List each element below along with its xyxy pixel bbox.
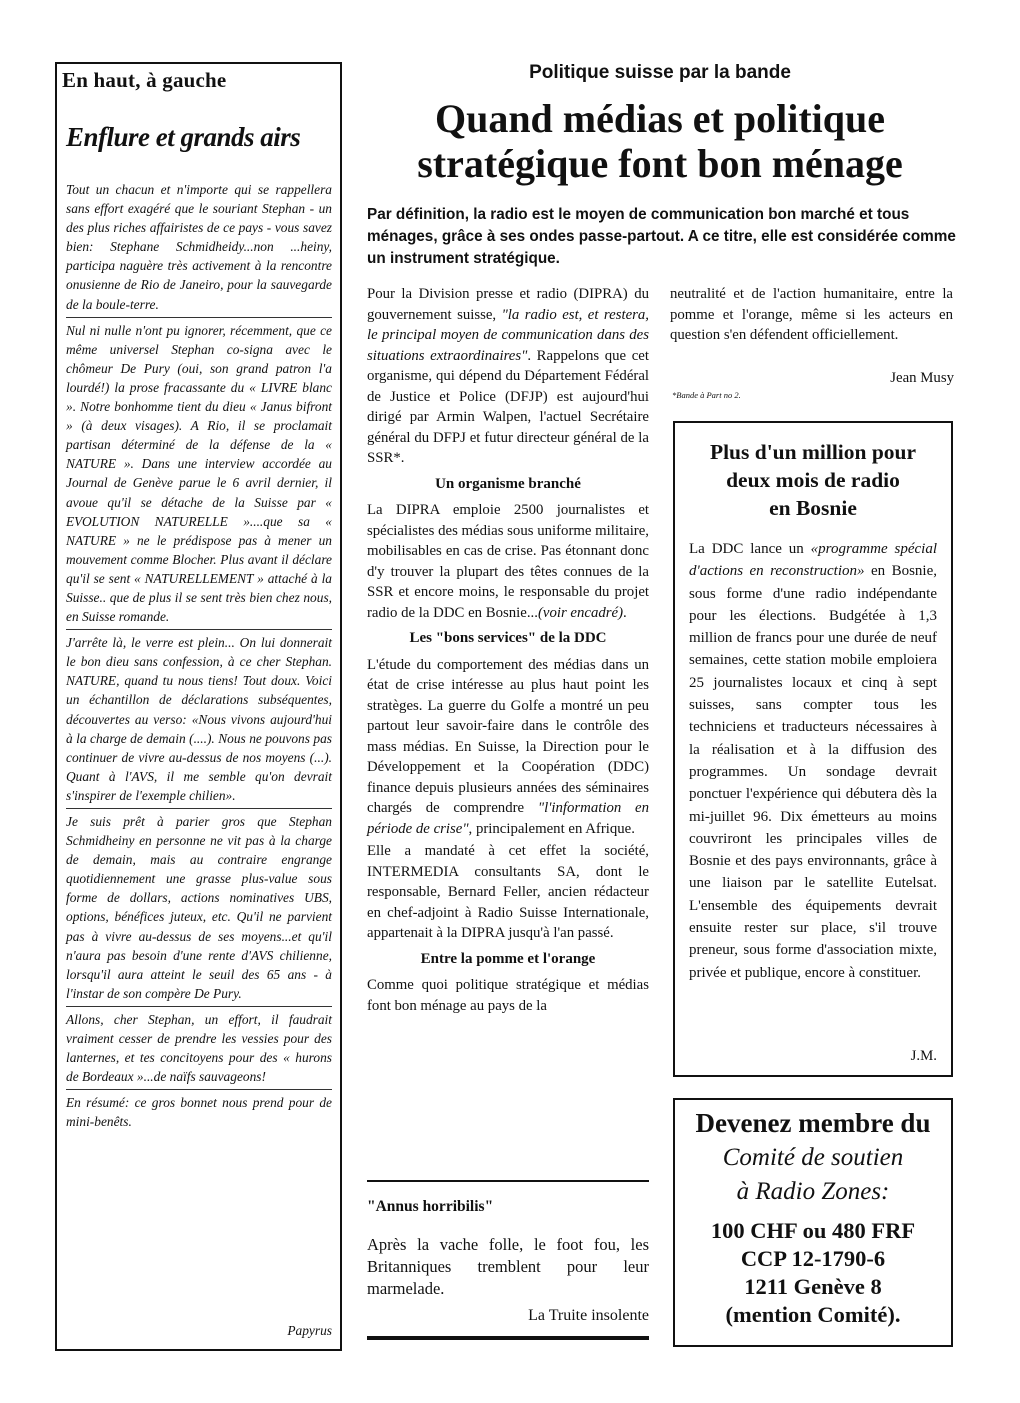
left-paragraph: J'arrête là, le verre est plein... On lui donnerait le bon dieu sans confession, à ce cher Stephan. NATURE, quand tu nous tiens! Tout doux. Voici un échantillon de déclarations subséquentes, découvertes au verso: «Nous vivons aujourd'hui à la charge de demain (....). Nous ne pouvons pas continuer de vivre au-dessus de nos moyens (...). Quant à l'AVS, il me semble qu'on devrait s'inspirer de l'exemple chilien».: [66, 629, 332, 805]
article-signature: Jean Musy: [890, 370, 954, 386]
article-kicker: Politique suisse par la bande: [529, 62, 791, 83]
article-footnote: *Bande à Part no 2.: [672, 390, 741, 400]
article-paragraph: Comme quoi politique stratégique et médias font bon ménage au pays de la: [367, 977, 649, 1014]
left-article-body: [66, 180, 332, 1135]
article-paragraph: La DIPRA emploie 2500 journalistes et spécialistes des médias sous uniforme militaire, mobilisables en cas de crise. Pas étonnant donc d'y trouver la plupart des têtes connues de la SSR et encore moins, le responsable du projet radio de la DDC en Bosnie...(voir encadré).: [367, 502, 649, 621]
left-signature: Papyrus: [287, 1323, 332, 1338]
left-kicker: En haut, à gauche: [62, 68, 227, 92]
brief-title: "Annus horribilis": [367, 1198, 494, 1215]
left-paragraph: Allons, cher Stephan, un effort, il faudrait vraiment cesser de prendre les vessies pour des lanternes, et tes concitoyens pour des « hurons de Bordeaux »...de naïfs sauvageons!: [66, 1006, 332, 1086]
subheading: Les "bons services" de la DDC: [409, 630, 607, 646]
headline-line: Quand médias et politique: [434, 96, 886, 141]
left-paragraph: En résumé: ce gros bonnet nous prend pour de mini-benêts.: [66, 1089, 332, 1131]
sidebar-box-title: Plus d'un million pour deux mois de radio en Bosnie: [709, 440, 917, 520]
membership-mention: (mention Comité).: [725, 1302, 901, 1327]
membership-radio-name: à Radio Zones:: [736, 1178, 890, 1205]
article-paragraph: L'étude du comportement des médias dans un état de crise intéresse au plus haut point les stratèges. La guerre du Golfe a montré un peu partout leur savoir-faire dans le contrôle des mass médias. En Suisse, la Direction pour le Développement et la Coopération (DDC) finance depuis plusieurs années des séminaires chargés de comprendre "l'information en période de crise", principalement en Afrique.: [367, 656, 649, 837]
left-paragraph: Nul ni nulle n'ont pu ignorer, récemment, que ce même universel Stephan co-signa avec le chômeur De Pury (oui, son grand patron l'a lourdé!) la prose fracassante du « LIVRE blanc ». Notre bonhomme tient du dieu « Janus bifront » (à deux visages). A Rio, il se proclamait partisan déterminé de la défense de la « NATURE ». Dans une interview accordée au Journal de Genève parue le 6 avril dernier, il avoue qu'il se détache de la Suisse par « EVOLUTION NATURELLE »....que sa « NATURE » ne le prédispose pas à mener un mouvement comme Blocher. Plus avant il déclare qu'il se sent « NATURELLEMENT » attaché à la Suisse.. que de plus il se sent très bien chez nous, en Suisse romande.: [66, 317, 332, 627]
membership-address: 1211 Genève 8: [744, 1274, 882, 1299]
left-paragraph: Je suis prêt à parier gros que Stephan Schmidheiny en personne ne vit pas à la charge de demain, mais au contraire engrange quotidiennement une grasse plus-value sous forme de dollars, actions nominatives UBS, options, bénéfices juteux, etc. Qu'il ne parvient pas à vivre au-dessus de ses moyens...et qu'il n'aura pas besoin d'une rente d'AVS chilienne, lorsqu'il aura atteint le seuil des 65 ans - à l'instar de son compère De Pury.: [66, 808, 332, 1003]
article-paragraph: Pour la Division presse et radio (DIPRA) du gouvernement suisse, "la radio est, et restera, le principal moyen de communication dans des situations extraordinaires". Rappelons que cet organisme, qui dépend du Département Fédéral de Justice et Police (DFJP) est aujourd'hui dirigé par Armin Walpen, l'actuel Secrétaire général du DFPJ et futur directeur général de la SSR*.: [367, 286, 649, 466]
membership-committee: Comité de soutien: [722, 1144, 904, 1171]
article-paragraph: Elle a mandaté à cet effet la société, INTERMEDIA consultants SA, dont le responsable, Bernard Feller, ancien rédacteur en chef-adjoint à Radio Suisse Internationale, appartenait à la DIPRA jusqu'à l'an passé.: [367, 843, 649, 941]
left-paragraph: Tout un chacun et n'importe qui se rappellera sans effort exagéré que le souriant Stephan - un des plus riches affairistes de ce pays - vous savez bien: Stephane Schmidheidy...non ...heiny, participa naguère très activement à la rencontre onusienne de Rio de Janeiro, pour la sauvegarde de la boule-terre.: [66, 182, 332, 312]
divider: [367, 1180, 649, 1182]
article-headline: [356, 96, 964, 186]
divider: [367, 1336, 649, 1340]
brief-body: Après la vache folle, le foot fou, les Britanniques tremblent pour leur marmelade.: [367, 1235, 649, 1298]
left-title: Enflure et grands airs: [66, 122, 301, 152]
article-lead: Par définition, la radio est le moyen de communication bon marché et tous ménages, grâce à ses ondes passe-partout. A ce titre, elle est considérée comme un instrument stratégique.: [367, 206, 956, 267]
membership-account: CCP 12-1790-6: [740, 1246, 886, 1271]
sidebar-box-body: La DDC lance un «programme spécial d'actions en reconstruction» en Bosnie, sous forme d'une radio indépendante pour les élections. Budgétée à 1,3 million de francs pour une durée de neuf semaines, cette station mobile emploiera 25 journalistes locaux et cinq à sept suisses, sans compter tous les techniciens et traducteurs nécessaires à la réalisation et à la diffusion des programmes. Un sondage devrait ponctuer l'expérience qui débutera dès la mi-juillet 96. Dix émetteurs au moins couvriront les principales villes de Bosnie et des pays environnants, grâce à une liaison par le satellite Eutelsat. L'ensemble des équipements devrait ensuite rester sur place, s'il trouve preneur, sous forme d'association mixte, privée et publique, encore à constituer.: [689, 541, 937, 981]
brief-signature: La Truite insolente: [528, 1307, 649, 1324]
headline-line: stratégique font bon ménage: [417, 141, 903, 186]
article-column-middle: [367, 284, 649, 1018]
subheading: Un organisme branché: [435, 475, 581, 492]
membership-heading: Devenez membre du: [695, 1108, 931, 1138]
membership-fee: 100 CHF ou 480 FRF: [710, 1218, 916, 1243]
subheading: Entre la pomme et l'orange: [420, 950, 596, 967]
sidebar-box-signature: J.M.: [910, 1048, 937, 1064]
article-column-right: neutralité et de l'action humanitaire, entre la pomme et l'orange, même si les acteurs en question s'en défendent officiellement.: [670, 286, 953, 343]
